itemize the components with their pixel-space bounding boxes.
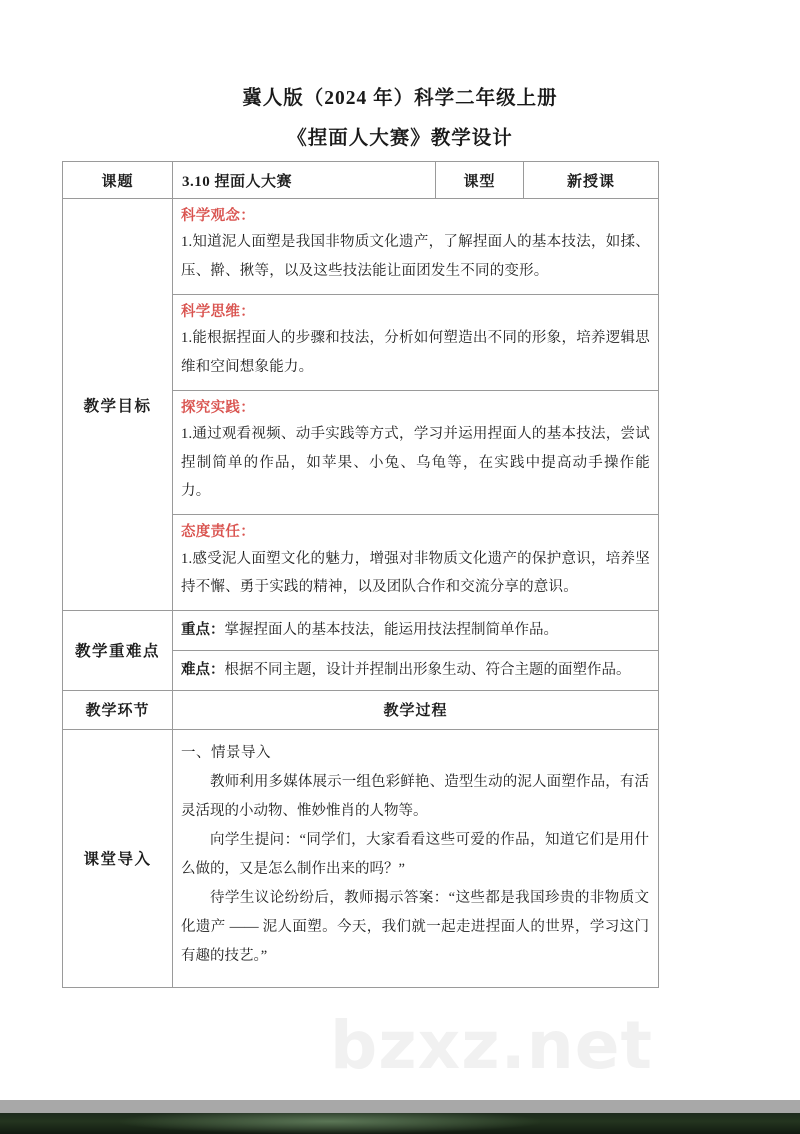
difficult-point-cell <box>173 650 659 690</box>
key-point-text: 掌握捏面人的基本技法，能运用技法捏制简单作品。 <box>224 622 558 639</box>
document-title-line-1: 冀人版（2024 年）科学二年级上册 <box>242 88 558 109</box>
lesson-type-value: 新授课 <box>524 162 659 199</box>
stage-label: 教学环节 <box>63 690 173 729</box>
table-row-lead-in <box>63 729 659 987</box>
lead-in-label: 课堂导入 <box>63 729 173 987</box>
objective-body: 1.能根据捏面人的步骤和技法，分析如何塑造出不同的形象，培养逻辑思维和空间想象能力。 <box>181 330 650 375</box>
objective-heading: 科学观念： <box>181 208 255 224</box>
table-row-process-header <box>63 690 659 729</box>
lead-in-section-title: 一、情景导入 <box>181 744 271 761</box>
difficult-point-text: 根据不同主题，设计并捏制出形象生动、符合主题的面塑作品。 <box>224 661 631 678</box>
objectives-label: 教学目标 <box>63 199 173 611</box>
objective-heading: 态度责任： <box>181 524 255 541</box>
lead-in-paragraph-2: 向学生提问：“同学们，大家看看这些可爱的作品，知道它们是用什么做的，又是怎么制作出来的吗？” <box>181 831 649 877</box>
lesson-type-label: 课型 <box>436 162 524 199</box>
objective-group-attitude-responsibility <box>173 515 659 611</box>
objective-body: 1.知道泥人面塑是我国非物质文化遗产，了解捏面人的基本技法，如揉、压、擀、揪等，以及这些技法能让面团发生不同的变形。 <box>181 234 650 279</box>
table-row-topic <box>63 162 659 199</box>
difficult-point-prefix: 难点： <box>181 661 225 678</box>
lesson-plan-table <box>62 161 659 988</box>
objective-body: 1.通过观看视频、动手实践等方式，学习并运用捏面人的基本技法，尝试捏制简单的作品，如苹果、小兔、乌龟等，在实践中提高动手操作能力。 <box>181 426 650 499</box>
table-row-objective-concept <box>63 199 659 295</box>
objective-group-science-thinking <box>173 295 659 391</box>
document-title-line-2: 《捏面人大赛》教学设计 <box>287 128 513 149</box>
objective-group-science-concept <box>173 199 659 295</box>
topic-label: 课题 <box>63 162 173 199</box>
site-watermark: bzxz.net <box>330 1007 654 1084</box>
objective-heading: 科学思维： <box>181 304 255 320</box>
strip-sheen <box>120 1113 540 1134</box>
key-point-cell <box>173 611 659 651</box>
lead-in-content <box>173 729 659 987</box>
table-row-key-point <box>63 611 659 651</box>
key-point-prefix: 重点： <box>181 622 225 639</box>
lead-in-paragraph-3: 待学生议论纷纷后，教师揭示答案：“这些都是我国珍贵的非物质文化遗产 —— 泥人面塑。今天，我们就一起走进捏面人的世界，学习这门有趣的技艺。” <box>181 889 649 964</box>
process-label: 教学过程 <box>173 690 659 729</box>
viewer-bottom-bar <box>0 1100 800 1113</box>
topic-value: 3.10 捏面人大赛 <box>173 162 436 199</box>
objective-group-inquiry-practice <box>173 391 659 515</box>
objective-body: 1.感受泥人面塑文化的魅力，增强对非物质文化遗产的保护意识，培养坚持不懈、勇于实践的精神，以及团队合作和交流分享的意识。 <box>181 550 650 595</box>
key-difficulties-label: 教学重难点 <box>63 611 173 690</box>
objective-heading: 探究实践： <box>181 400 255 416</box>
viewer-bottom-strip <box>0 1113 800 1134</box>
lead-in-paragraph-1: 教师利用多媒体展示一组色彩鲜艳、造型生动的泥人面塑作品，有活灵活现的小动物、惟妙惟肖的人物等。 <box>181 773 649 819</box>
